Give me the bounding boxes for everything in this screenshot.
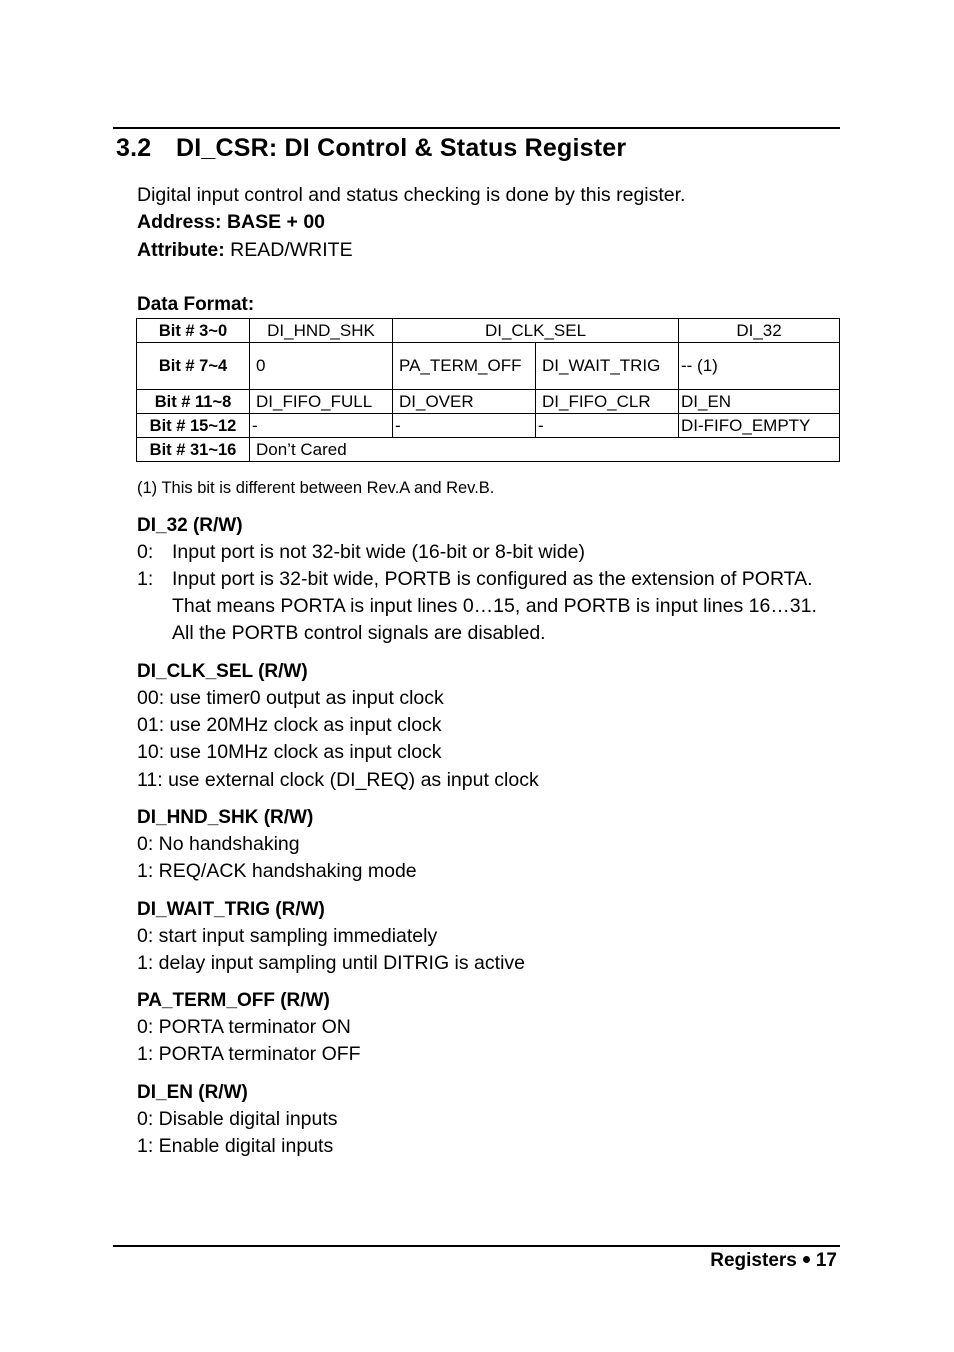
section-number: 3.2 bbox=[116, 134, 152, 162]
table-row bbox=[137, 414, 840, 438]
list-text: Input port is 32-bit wide, PORTB is configured as the extension of PORTA. bbox=[172, 568, 813, 590]
footer-section-name: Registers bbox=[710, 1250, 797, 1271]
table-cell: - bbox=[393, 414, 536, 438]
list-item: 1: delay input sampling until DITRIG is active bbox=[137, 952, 526, 974]
section-heading bbox=[116, 134, 626, 163]
table-cell: DI-FIFO_EMPTY bbox=[679, 414, 840, 438]
list-item: 0: No handshaking bbox=[137, 833, 300, 855]
list-key: 1: bbox=[137, 568, 154, 590]
register-attribute bbox=[137, 237, 353, 264]
list-item: 1: Enable digital inputs bbox=[137, 1135, 334, 1157]
register-address: Address: BASE + 00 bbox=[137, 211, 326, 233]
section-title: DI_CSR: DI Control & Status Register bbox=[176, 134, 627, 162]
table-cell: 0 bbox=[250, 343, 393, 390]
list-item: 0: PORTA terminator ON bbox=[137, 1016, 351, 1038]
list-key: 0: bbox=[137, 541, 154, 563]
list-item: 1: REQ/ACK handshaking mode bbox=[137, 860, 417, 882]
table-cell: Don’t Cared bbox=[250, 438, 840, 462]
table-row bbox=[137, 390, 840, 414]
intro-description: Digital input control and status checking is done by this register. bbox=[137, 184, 686, 206]
list-item: 0: start input sampling immediately bbox=[137, 925, 438, 947]
table-cell: DI_EN bbox=[679, 390, 840, 414]
header-rule bbox=[113, 127, 840, 129]
list-item: 10: use 10MHz clock as input clock bbox=[137, 741, 442, 763]
table-footnote: (1) This bit is different between Rev.A and Rev.B. bbox=[137, 479, 495, 497]
table-cell: DI_WAIT_TRIG bbox=[536, 343, 679, 390]
list-item: 11: use external clock (DI_REQ) as input clock bbox=[137, 769, 539, 791]
bit-range: Bit # 31~16 bbox=[137, 438, 250, 462]
list-text: That means PORTA is input lines 0…15, and PORTB is input lines 16…31. bbox=[172, 595, 817, 617]
data-format-table bbox=[136, 318, 840, 462]
table-row bbox=[137, 343, 840, 390]
bullet-icon bbox=[803, 1256, 810, 1263]
table-cell: PA_TERM_OFF bbox=[393, 343, 536, 390]
footer-rule bbox=[113, 1245, 840, 1247]
table-cell: DI_32 bbox=[679, 319, 840, 343]
attribute-label: Attribute: bbox=[137, 239, 225, 261]
list-text: Input port is not 32-bit wide (16-bit or 8-bit wide) bbox=[172, 541, 585, 563]
bit-range: Bit # 3~0 bbox=[137, 319, 250, 343]
list-item: 00: use timer0 output as input clock bbox=[137, 687, 444, 709]
table-cell: DI_OVER bbox=[393, 390, 536, 414]
field-heading-di-wait-trig: DI_WAIT_TRIG (R/W) bbox=[137, 899, 325, 920]
table-cell: -- (1) bbox=[679, 343, 840, 390]
bit-range: Bit # 11~8 bbox=[137, 390, 250, 414]
table-cell: - bbox=[536, 414, 679, 438]
bit-range: Bit # 7~4 bbox=[137, 343, 250, 390]
field-heading-di-en: DI_EN (R/W) bbox=[137, 1082, 248, 1103]
field-heading-di-hnd-shk: DI_HND_SHK (R/W) bbox=[137, 807, 314, 828]
page-footer bbox=[710, 1250, 837, 1272]
bit-range: Bit # 15~12 bbox=[137, 414, 250, 438]
list-item: 0: Disable digital inputs bbox=[137, 1108, 338, 1130]
list-item: 01: use 20MHz clock as input clock bbox=[137, 714, 442, 736]
table-cell: DI_HND_SHK bbox=[250, 319, 393, 343]
table-row bbox=[137, 319, 840, 343]
field-heading-di32: DI_32 (R/W) bbox=[137, 515, 243, 536]
field-heading-pa-term-off: PA_TERM_OFF (R/W) bbox=[137, 990, 330, 1011]
data-format-label: Data Format: bbox=[137, 294, 255, 315]
list-text: All the PORTB control signals are disabled. bbox=[172, 622, 546, 644]
page-number: 17 bbox=[815, 1250, 837, 1271]
table-cell: DI_CLK_SEL bbox=[393, 319, 679, 343]
table-cell: DI_FIFO_CLR bbox=[536, 390, 679, 414]
table-cell: DI_FIFO_FULL bbox=[250, 390, 393, 414]
table-row bbox=[137, 438, 840, 462]
list-item: 1: PORTA terminator OFF bbox=[137, 1043, 361, 1065]
attribute-value: READ/WRITE bbox=[224, 239, 353, 261]
table-cell: - bbox=[250, 414, 393, 438]
field-heading-di-clk-sel: DI_CLK_SEL (R/W) bbox=[137, 661, 308, 682]
